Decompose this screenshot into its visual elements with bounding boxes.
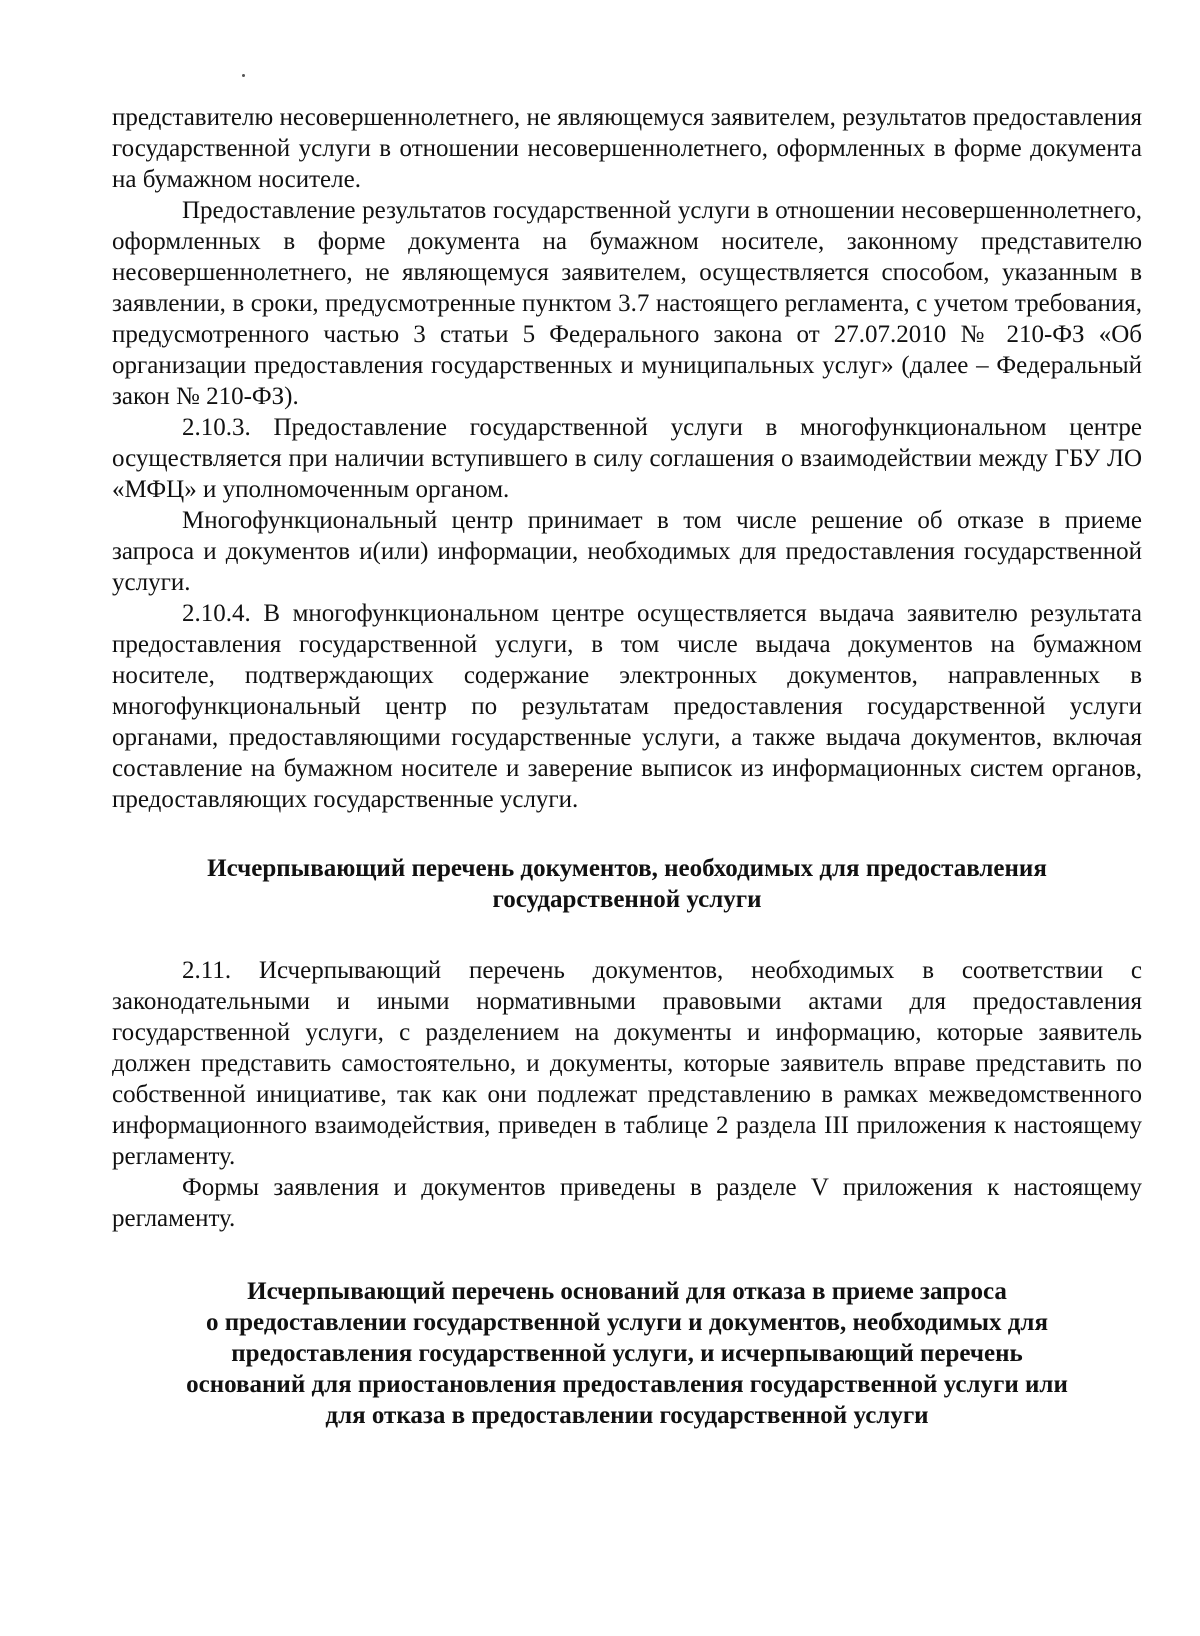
scan-speck bbox=[242, 74, 245, 77]
paragraph-2-10-3: 2.10.3. Предоставление государственной услуги в многофункциональном центре осуществляется при наличии вступившего в силу соглашения о взаимодействии между ГБУ ЛО «МФЦ» и уполномоченным органом. bbox=[112, 414, 1142, 503]
heading-line: для отказа в предоставлении государственной услуги bbox=[325, 1402, 929, 1429]
heading-line: государственной услуги bbox=[492, 886, 762, 913]
paragraph-delivery-results: Предоставление результатов государственной услуги в отношении несовершеннолетнего, оформленных в форме документа на бумажном носителе, законному представителю несовершеннолетнего, не являющемуся заявителем, осуществляется способом, указанным в заявлении, в сроки, предусмотренные пунктом 3.7 настоящего регламента, с учетом требования, предусмотренного частью 3 статьи 5 Федерального закона от 27.07.2010 № 210-ФЗ «Об организации предоставления государственных и муниципальных услуг» (далее – Федеральный закон № 210-ФЗ). bbox=[112, 197, 1142, 410]
heading-line: предоставления государственной услуги, и исчерпывающий перечень bbox=[231, 1340, 1023, 1367]
document-page bbox=[112, 102, 1142, 1431]
paragraph-continuation: представителю несовершеннолетнего, не являющемуся заявителем, результатов предоставления государственной услуги в отношении несовершеннолетнего, оформленных в форме документа на бумажном носителе. bbox=[112, 104, 1142, 193]
heading-line: Исчерпывающий перечень документов, необходимых для предоставления bbox=[207, 855, 1047, 882]
paragraph-2-10-4: 2.10.4. В многофункциональном центре осуществляется выдача заявителю результата предоставления государственной услуги, в том числе выдача документов на бумажном носителе, подтверждающих содержание электронных документов, направленных в многофункциональный центр по результатам предоставления государственной услуги органами, предоставляющими государственные услуги, а также выдача документов, включая составление на бумажном носителе и заверение выписок из информационных систем органов, предоставляющих государственные услуги. bbox=[112, 600, 1142, 813]
heading-line: Исчерпывающий перечень оснований для отказа в приеме запроса bbox=[247, 1278, 1007, 1305]
paragraph-mfc-refusal: Многофункциональный центр принимает в том числе решение об отказе в приеме запроса и документов и(или) информации, необходимых для предоставления государственной услуги. bbox=[112, 507, 1142, 596]
section-heading-refusal-grounds bbox=[112, 1276, 1142, 1431]
heading-line: оснований для приостановления предоставления государственной услуги или bbox=[186, 1371, 1068, 1398]
heading-line: о предоставлении государственной услуги и документов, необходимых для bbox=[206, 1309, 1048, 1336]
section-heading-documents bbox=[112, 853, 1142, 915]
paragraph-forms: Формы заявления и документов приведены в разделе V приложения к настоящему регламенту. bbox=[112, 1174, 1142, 1232]
paragraph-2-11: 2.11. Исчерпывающий перечень документов, необходимых в соответствии с законодательными и иными нормативными правовыми актами для предоставления государственной услуги, с разделением на документы и информацию, которые заявитель должен представить самостоятельно, и документы, которые заявитель вправе представить по собственной инициативе, так как они подлежат представлению в рамках межведомственного информационного взаимодействия, приведен в таблице 2 раздела III приложения к настоящему регламенту. bbox=[112, 957, 1142, 1170]
